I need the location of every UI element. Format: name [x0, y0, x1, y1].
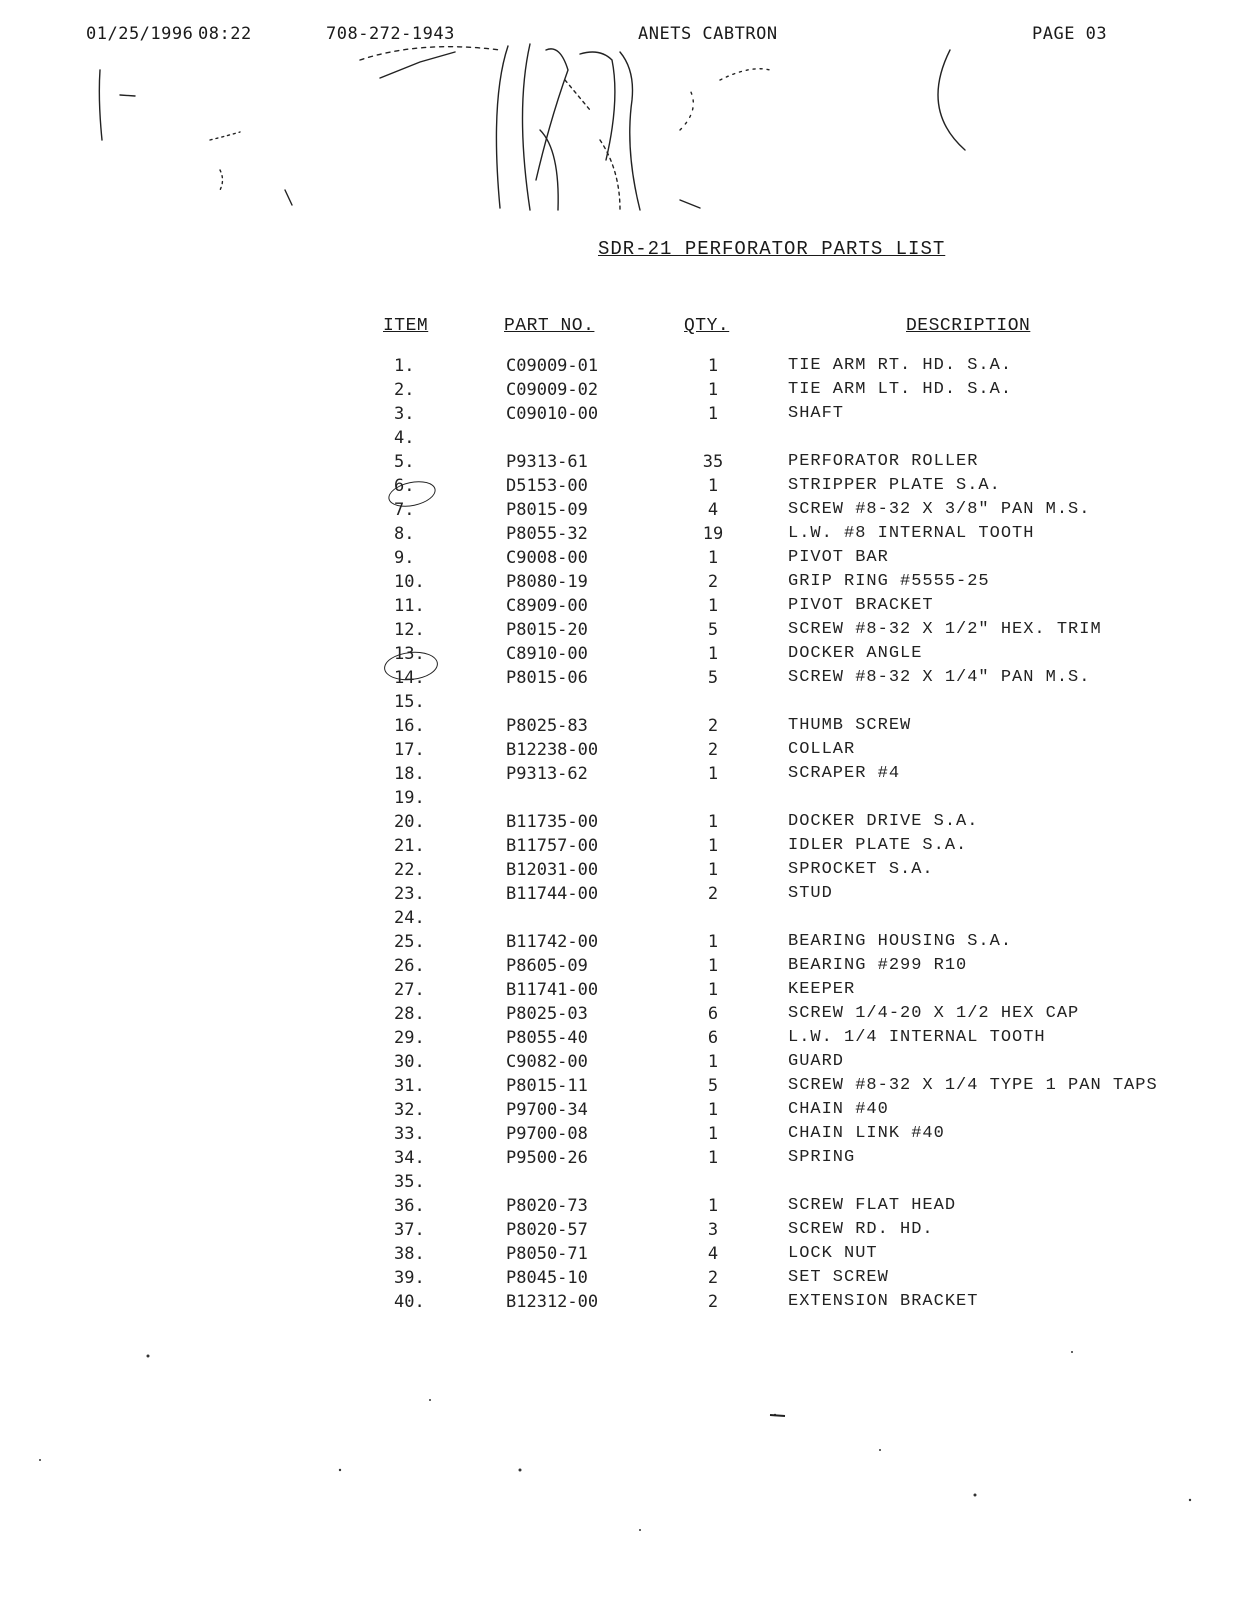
- quantity: 1: [707, 812, 719, 832]
- quantity: 4: [707, 500, 719, 520]
- table-row: [380, 692, 1240, 716]
- description: CHAIN LINK #40: [788, 1124, 945, 1143]
- item-number: 40.: [394, 1292, 425, 1312]
- item-number: 36.: [394, 1196, 425, 1216]
- table-row: [380, 1076, 1240, 1100]
- item-number: 10.: [394, 572, 425, 592]
- item-number: 17.: [394, 740, 425, 760]
- quantity: 1: [707, 1124, 719, 1144]
- part-number: P8025-03: [506, 1004, 588, 1024]
- item-number: 32.: [394, 1100, 425, 1120]
- description: COLLAR: [788, 740, 856, 759]
- part-number: P9313-61: [506, 452, 588, 472]
- description: L.W. 1/4 INTERNAL TOOTH: [788, 1028, 1046, 1047]
- part-number: P9700-08: [506, 1124, 588, 1144]
- part-number: B11741-00: [506, 980, 599, 1000]
- quantity: 1: [707, 476, 719, 496]
- description: THUMB SCREW: [788, 716, 912, 735]
- item-number: 22.: [394, 860, 425, 880]
- description: BEARING #299 R10: [788, 956, 968, 975]
- fax-page-number: PAGE 03: [1032, 24, 1108, 44]
- table-row: [380, 1196, 1240, 1220]
- quantity: 5: [707, 1076, 719, 1096]
- item-number: 15.: [394, 692, 425, 712]
- item-number: 21.: [394, 836, 425, 856]
- column-header-part-no: PART NO.: [504, 316, 595, 336]
- quantity: 1: [707, 1100, 719, 1120]
- table-row: [380, 980, 1240, 1004]
- item-number: 29.: [394, 1028, 425, 1048]
- part-number: P8015-11: [506, 1076, 588, 1096]
- part-number: P8015-20: [506, 620, 588, 640]
- description: PERFORATOR ROLLER: [788, 452, 979, 471]
- description: DOCKER DRIVE S.A.: [788, 812, 979, 831]
- quantity: 5: [707, 620, 719, 640]
- item-number: 34.: [394, 1148, 425, 1168]
- table-row: [380, 1052, 1240, 1076]
- table-row: [380, 1220, 1240, 1244]
- parts-table: [380, 356, 1240, 1316]
- part-number: P9700-34: [506, 1100, 588, 1120]
- table-row: [380, 1124, 1240, 1148]
- item-number: 19.: [394, 788, 425, 808]
- item-number: 8.: [394, 524, 415, 544]
- table-row: [380, 812, 1240, 836]
- table-row: [380, 1100, 1240, 1124]
- quantity: 6: [707, 1004, 719, 1024]
- fax-phone: 708-272-1943: [326, 24, 455, 44]
- quantity: 4: [707, 1244, 719, 1264]
- quantity: 1: [707, 980, 719, 1000]
- item-number: 35.: [394, 1172, 425, 1192]
- parts-list-title: SDR-21 PERFORATOR PARTS LIST: [598, 238, 946, 260]
- quantity: 2: [707, 716, 719, 736]
- item-number: 4.: [394, 428, 415, 448]
- item-number: 18.: [394, 764, 425, 784]
- part-number: P8020-57: [506, 1220, 588, 1240]
- item-number: 1.: [394, 356, 415, 376]
- description: CHAIN #40: [788, 1100, 889, 1119]
- description: TIE ARM RT. HD. S.A.: [788, 356, 1013, 375]
- part-number: B12238-00: [506, 740, 599, 760]
- description: SCREW #8-32 X 3/8" PAN M.S.: [788, 500, 1091, 519]
- part-number: C09009-01: [506, 356, 599, 376]
- item-number: 3.: [394, 404, 415, 424]
- scan-noise: [0, 1320, 1248, 1600]
- description: STUD: [788, 884, 833, 903]
- table-row: [380, 932, 1240, 956]
- quantity: 2: [707, 572, 719, 592]
- description: GUARD: [788, 1052, 845, 1071]
- item-number: 26.: [394, 956, 425, 976]
- description: SCRAPER #4: [788, 764, 901, 783]
- part-number: P9313-62: [506, 764, 588, 784]
- quantity: 2: [707, 884, 719, 904]
- description: L.W. #8 INTERNAL TOOTH: [788, 524, 1035, 543]
- description: EXTENSION BRACKET: [788, 1292, 979, 1311]
- item-number: 25.: [394, 932, 425, 952]
- part-number: B11757-00: [506, 836, 599, 856]
- quantity: 1: [707, 404, 719, 424]
- table-row: [380, 572, 1240, 596]
- part-number: D5153-00: [506, 476, 588, 496]
- item-number: 20.: [394, 812, 425, 832]
- table-row: [380, 452, 1240, 476]
- description: SCREW #8-32 X 1/4" PAN M.S.: [788, 668, 1091, 687]
- table-row: [380, 1244, 1240, 1268]
- item-number: 31.: [394, 1076, 425, 1096]
- table-row: [380, 1292, 1240, 1316]
- quantity: 1: [707, 548, 719, 568]
- quantity: 35: [702, 452, 724, 472]
- part-number: B12312-00: [506, 1292, 599, 1312]
- table-row: [380, 1268, 1240, 1292]
- part-number: P8020-73: [506, 1196, 588, 1216]
- part-number: C8910-00: [506, 644, 588, 664]
- quantity: 2: [707, 740, 719, 760]
- fax-time: 08:22: [198, 24, 252, 44]
- table-row: [380, 884, 1240, 908]
- quantity: 5: [707, 668, 719, 688]
- description: KEEPER: [788, 980, 856, 999]
- item-number: 9.: [394, 548, 415, 568]
- table-row: [380, 428, 1240, 452]
- description: PIVOT BRACKET: [788, 596, 934, 615]
- table-row: [380, 836, 1240, 860]
- handwritten-scribble: [60, 40, 1200, 230]
- table-row: [380, 524, 1240, 548]
- table-row: [380, 644, 1240, 668]
- table-row: [380, 860, 1240, 884]
- item-number: 13.: [394, 644, 425, 664]
- item-number: 27.: [394, 980, 425, 1000]
- table-row: [380, 596, 1240, 620]
- table-row: [380, 740, 1240, 764]
- part-number: C09010-00: [506, 404, 599, 424]
- part-number: P8055-32: [506, 524, 588, 544]
- part-number: P8050-71: [506, 1244, 588, 1264]
- quantity: 1: [707, 1148, 719, 1168]
- table-row: [380, 356, 1240, 380]
- quantity: 3: [707, 1220, 719, 1240]
- column-header-item: ITEM: [383, 316, 429, 336]
- column-header-qty: QTY.: [684, 316, 730, 336]
- description: TIE ARM LT. HD. S.A.: [788, 380, 1013, 399]
- quantity: 1: [707, 356, 719, 376]
- description: IDLER PLATE S.A.: [788, 836, 968, 855]
- item-number: 23.: [394, 884, 425, 904]
- description: SCREW RD. HD.: [788, 1220, 934, 1239]
- table-row: [380, 620, 1240, 644]
- table-row: [380, 716, 1240, 740]
- item-number: 7.: [394, 500, 415, 520]
- table-row: [380, 956, 1240, 980]
- item-number: 39.: [394, 1268, 425, 1288]
- table-row: [380, 548, 1240, 572]
- quantity: 1: [707, 644, 719, 664]
- item-number: 12.: [394, 620, 425, 640]
- fax-company: ANETS CABTRON: [638, 24, 778, 44]
- description: SPROCKET S.A.: [788, 860, 934, 879]
- description: PIVOT BAR: [788, 548, 889, 567]
- part-number: P8025-83: [506, 716, 588, 736]
- part-number: C09009-02: [506, 380, 599, 400]
- description: SCREW #8-32 X 1/4 TYPE 1 PAN TAPS: [788, 1076, 1158, 1095]
- part-number: B11744-00: [506, 884, 599, 904]
- quantity: 6: [707, 1028, 719, 1048]
- item-number: 33.: [394, 1124, 425, 1144]
- item-number: 30.: [394, 1052, 425, 1072]
- table-row: [380, 788, 1240, 812]
- item-number: 6.: [394, 476, 415, 496]
- item-number: 37.: [394, 1220, 425, 1240]
- table-row: [380, 500, 1240, 524]
- part-number: P8045-10: [506, 1268, 588, 1288]
- quantity: 1: [707, 860, 719, 880]
- description: SHAFT: [788, 404, 845, 423]
- description: LOCK NUT: [788, 1244, 878, 1263]
- description: BEARING HOUSING S.A.: [788, 932, 1013, 951]
- table-row: [380, 380, 1240, 404]
- table-row: [380, 1028, 1240, 1052]
- quantity: 1: [707, 956, 719, 976]
- table-row: [380, 404, 1240, 428]
- table-row: [380, 764, 1240, 788]
- description: SET SCREW: [788, 1268, 889, 1287]
- part-number: C8909-00: [506, 596, 588, 616]
- part-number: P8080-19: [506, 572, 588, 592]
- description: SCREW FLAT HEAD: [788, 1196, 957, 1215]
- part-number: C9008-00: [506, 548, 588, 568]
- table-row: [380, 1148, 1240, 1172]
- description: DOCKER ANGLE: [788, 644, 923, 663]
- part-number: P8015-09: [506, 500, 588, 520]
- quantity: 1: [707, 1052, 719, 1072]
- quantity: 1: [707, 932, 719, 952]
- item-number: 28.: [394, 1004, 425, 1024]
- quantity: 2: [707, 1292, 719, 1312]
- table-row: [380, 908, 1240, 932]
- item-number: 5.: [394, 452, 415, 472]
- fax-date: 01/25/1996: [86, 24, 194, 44]
- item-number: 2.: [394, 380, 415, 400]
- quantity: 1: [707, 1196, 719, 1216]
- quantity: 1: [707, 596, 719, 616]
- description: SPRING: [788, 1148, 856, 1167]
- quantity: 2: [707, 1268, 719, 1288]
- table-row: [380, 1004, 1240, 1028]
- part-number: P8055-40: [506, 1028, 588, 1048]
- item-number: 24.: [394, 908, 425, 928]
- item-number: 38.: [394, 1244, 425, 1264]
- part-number: B11742-00: [506, 932, 599, 952]
- part-number: B11735-00: [506, 812, 599, 832]
- description: GRIP RING #5555-25: [788, 572, 990, 591]
- quantity: 19: [702, 524, 724, 544]
- part-number: P9500-26: [506, 1148, 588, 1168]
- part-number: C9082-00: [506, 1052, 588, 1072]
- table-row: [380, 1172, 1240, 1196]
- description: STRIPPER PLATE S.A.: [788, 476, 1001, 495]
- quantity: 1: [707, 836, 719, 856]
- item-number: 11.: [394, 596, 425, 616]
- part-number: P8605-09: [506, 956, 588, 976]
- quantity: 1: [707, 764, 719, 784]
- table-row: [380, 476, 1240, 500]
- description: SCREW #8-32 X 1/2" HEX. TRIM: [788, 620, 1102, 639]
- table-row: [380, 668, 1240, 692]
- description: SCREW 1/4-20 X 1/2 HEX CAP: [788, 1004, 1080, 1023]
- item-number: 16.: [394, 716, 425, 736]
- column-header-description: DESCRIPTION: [906, 316, 1031, 336]
- part-number: P8015-06: [506, 668, 588, 688]
- part-number: B12031-00: [506, 860, 599, 880]
- item-number: 14.: [394, 668, 425, 688]
- quantity: 1: [707, 380, 719, 400]
